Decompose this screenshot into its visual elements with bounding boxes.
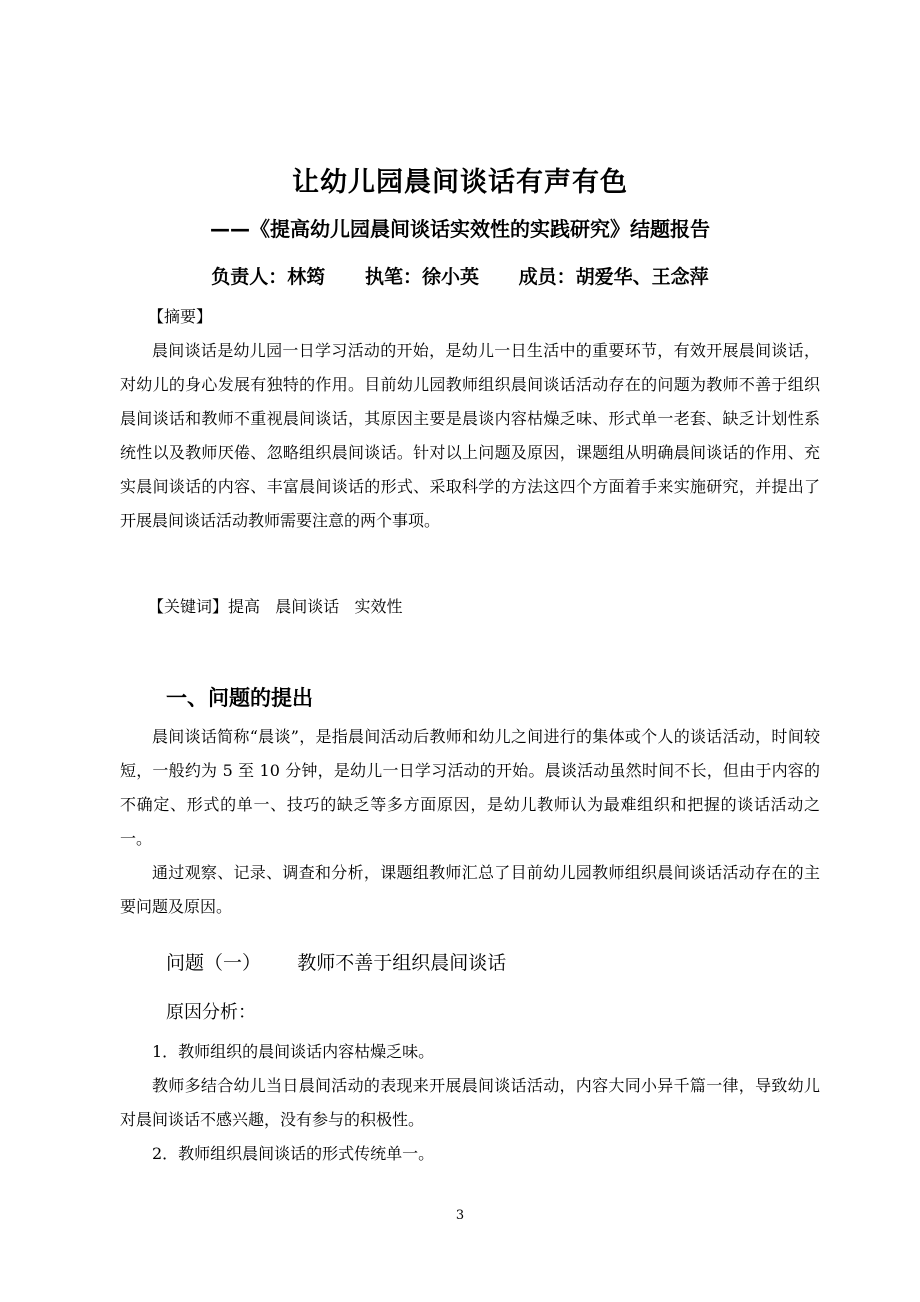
- list-item: 1．教师组织的晨间谈话内容枯燥乏味。: [152, 1042, 435, 1061]
- paragraph: 通过观察、记录、调查和分析，课题组教师汇总了目前幼儿园教师组织晨间谈话活动存在的主要问题及原因。: [120, 863, 820, 916]
- section-heading: 一、问题的提出: [166, 686, 313, 710]
- page-number: 3: [455, 1208, 465, 1223]
- problem-heading: 问题（一） 教师不善于组织晨间谈话: [166, 952, 507, 974]
- authors-line: 负责人：林筠 执笔：徐小英 成员：胡爱华、王念萍: [211, 266, 709, 288]
- paragraph: 教师多结合幼儿当日晨间活动的表现来开展晨间谈话活动，内容大同小异千篇一律，导致幼儿对晨间谈话不感兴趣，没有参与的积极性。: [120, 1076, 820, 1129]
- abstract-label: 【摘要】: [148, 307, 213, 326]
- paragraph: 晨间谈话简称“晨谈”，是指晨间活动后教师和幼儿之间进行的集体或个人的谈话活动，时间较短，一般约为 5 至 10 分钟，是幼儿一日学习活动的开始。晨谈活动虽然时间不长，但由于内容的不确定、形式的单一、技巧的缺乏等多方面原因，是幼儿教师认为最难组织和把握的谈话活动之一。: [120, 727, 820, 848]
- keywords-line: 【关键词】提高 晨间谈话 实效性: [148, 597, 403, 616]
- document-title: 让幼儿园晨间谈话有声有色: [292, 167, 628, 198]
- abstract-block: [120, 334, 820, 538]
- reason-heading: 原因分析：: [166, 1002, 256, 1023]
- list-item: 2．教师组织晨间谈话的形式传统单一。: [152, 1144, 435, 1163]
- document-subtitle: ——《提高幼儿园晨间谈话实效性的实践研究》结题报告: [210, 217, 710, 241]
- reason-body: [120, 1035, 820, 1171]
- abstract-paragraph: 晨间谈话是幼儿园一日学习活动的开始，是幼儿一日生活中的重要环节，有效开展晨间谈话，对幼儿的身心发展有独特的作用。目前幼儿园教师组织晨间谈话活动存在的问题为教师不善于组织晨间谈话和教师不重视晨间谈话，其原因主要是晨谈内容枯燥乏味、形式单一老套、缺乏计划性系统性以及教师厌倦、忽略组织晨间谈话。针对以上问题及原因，课题组从明确晨间谈话的作用、充实晨间谈话的内容、丰富晨间谈话的形式、采取科学的方法这四个方面着手来实施研究，并提出了开展晨间谈话活动教师需要注意的两个事项。: [120, 341, 820, 530]
- section1-body: [120, 720, 820, 924]
